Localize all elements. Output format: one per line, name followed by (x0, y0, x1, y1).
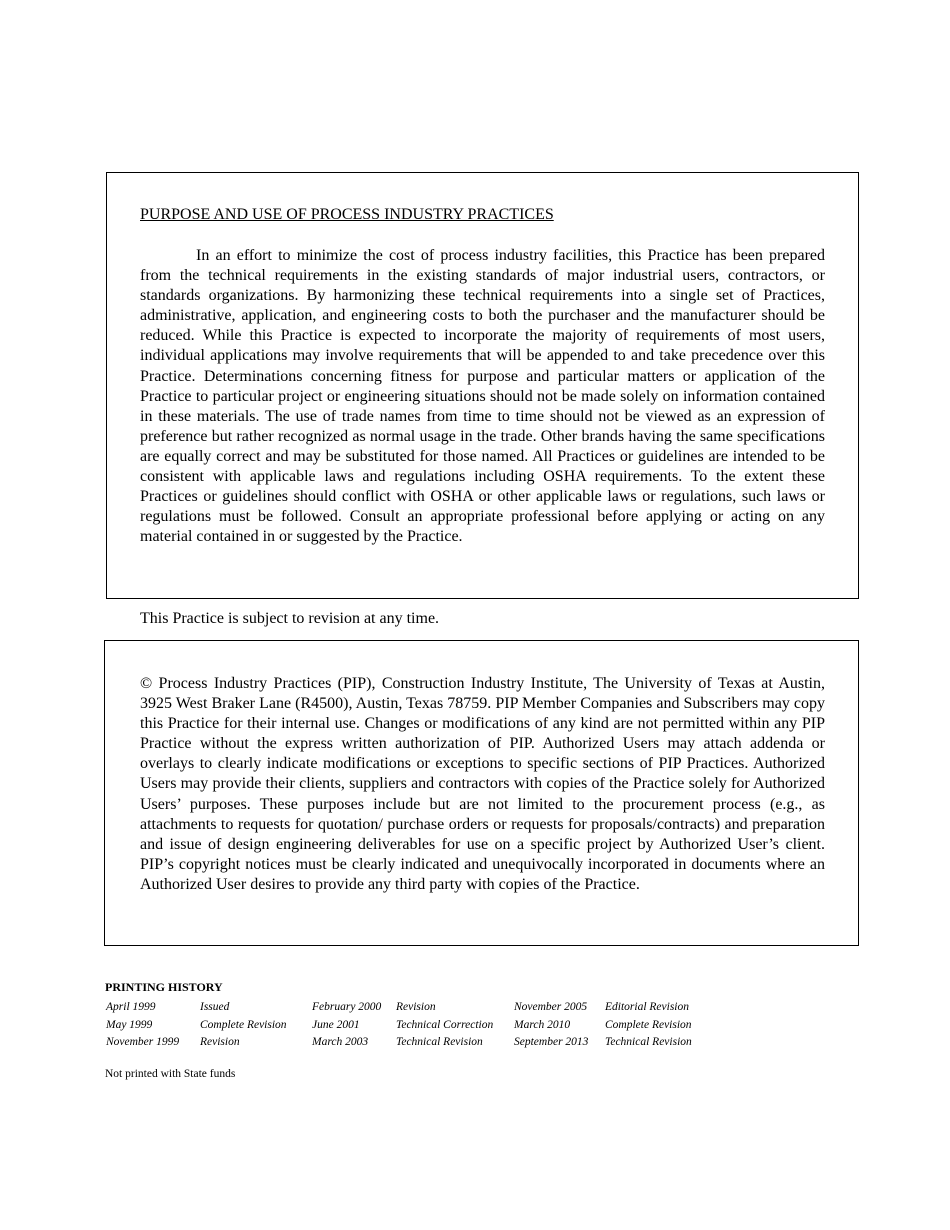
purpose-paragraph: In an effort to minimize the cost of process industry facilities, this Practice has been prepared from the technical requirements in the existing standards of major industrial users, contractors, or standards organizations. By harmonizing these technical requirements into a single set of Practices, administrative, application, and engineering costs to both the purchaser and the manufacturer should be reduced. While this Practice is expected to incorporate the majority of requirements of most users, individual applications may involve requirements that will be appended to and take precedence over this Practice. Determinations concerning fitness for purpose and particular matters or application of the Practice to particular project or engineering situations should not be made solely on information contained in these materials. The use of trade names from time to time should not be viewed as an expression of preference but rather recognized as normal usage in the trade. Other brands having the same specifications are equally correct and may be substituted for those named. All Practices or guidelines are intended to be consistent with applicable laws and regulations including OSHA requirements. To the extent these Practices or guidelines should conflict with OSHA or other applicable laws or regulations, such laws or regulations must be followed. Consult an appropriate professional before applying or acting on any material contained in or suggested by the Practice. (140, 247, 825, 546)
history-date: November 2005 (514, 1001, 588, 1013)
history-event: Issued (200, 1001, 230, 1013)
history-date: March 2003 (312, 1036, 369, 1048)
history-event: Technical Revision (396, 1036, 483, 1048)
revision-note: This Practice is subject to revision at any time. (140, 610, 440, 627)
purpose-heading: PURPOSE AND USE OF PROCESS INDUSTRY PRACTICES (140, 206, 554, 223)
history-date: February 2000 (312, 1001, 382, 1013)
history-event: Revision (200, 1036, 240, 1048)
history-event: Revision (396, 1001, 436, 1013)
history-event: Editorial Revision (605, 1001, 690, 1013)
history-date: June 2001 (312, 1018, 360, 1031)
history-event: Technical Correction (396, 1018, 494, 1031)
history-date: April 1999 (106, 1001, 156, 1013)
history-event: Technical Revision (605, 1036, 692, 1048)
history-event: Complete Revision (605, 1018, 692, 1031)
footer-note: Not printed with State funds (105, 1068, 236, 1080)
printing-history-title: PRINTING HISTORY (105, 980, 223, 994)
history-date: May 1999 (106, 1018, 153, 1031)
copyright-paragraph: © Process Industry Practices (PIP), Construction Industry Institute, The University of Texas at Austin, 3925 West Braker Lane (R4500), Austin, Texas 78759. PIP Member Companies and Subscribers may copy this Practice for their internal use. Changes or modifications of any kind are not permitted within any PIP Practice without the express written authorization of PIP. Authorized Users may attach addenda or overlays to clearly indicate modifications or exceptions to specific sections of PIP Practices. Authorized Users may provide their clients, suppliers and contractors with copies of the Practice solely for Authorized Users’ purposes. These purposes include but are not limited to the procurement process (e.g., as attachments to requests for quotation/ purchase orders or requests for proposals/contracts) and preparation and issue of design engineering deliverables for use on a specific project by Authorized User’s client. PIP’s copyright notices must be clearly indicated and unequivocally incorporated in documents where an Authorized User desires to provide any third party with copies of the Practice. (140, 675, 825, 893)
history-date: March 2010 (514, 1018, 571, 1031)
history-date: September 2013 (514, 1036, 589, 1048)
history-event: Complete Revision (200, 1018, 287, 1031)
history-date: November 1999 (106, 1036, 180, 1048)
